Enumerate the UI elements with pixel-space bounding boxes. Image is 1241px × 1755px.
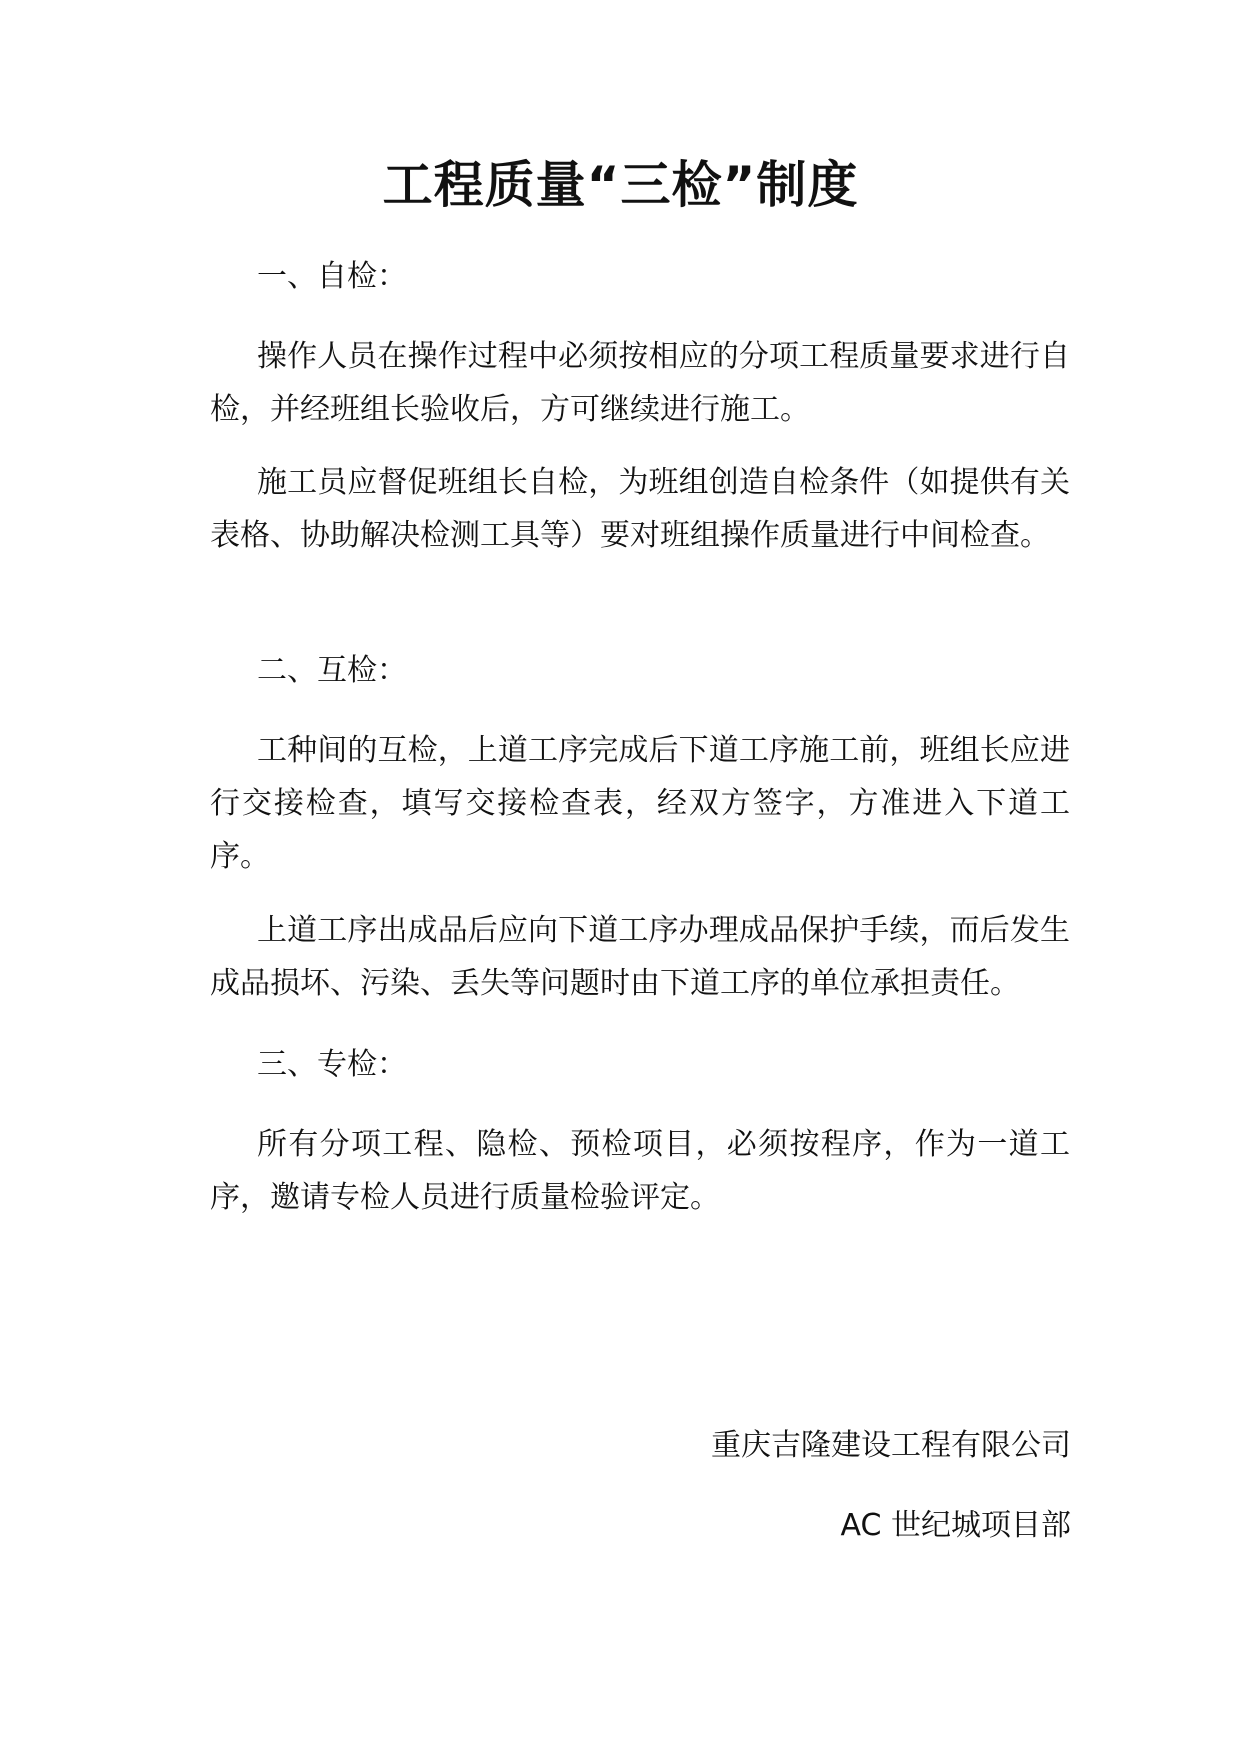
section-heading-mutual-inspection: 二、互检： — [257, 653, 407, 688]
section-heading-self-inspection: 一、自检： — [257, 259, 407, 294]
section-heading-special-inspection: 三、专检： — [257, 1047, 407, 1082]
paragraph-text: 施工员应督促班组长自检，为班组创造自检条件（如提供有关表格、协助解决检测工具等）要对班组操作质量进行中间检查。 — [210, 465, 1070, 553]
section-3-paragraph-1 — [210, 1118, 1070, 1224]
paragraph-text: 操作人员在操作过程中必须按相应的分项工程质量要求进行自检，并经班组长验收后，方可继续进行施工。 — [210, 339, 1070, 427]
section-1-paragraph-2 — [210, 456, 1070, 562]
section-1-paragraph-1 — [210, 330, 1070, 436]
signature-company: 重庆吉隆建设工程有限公司 — [711, 1428, 1071, 1463]
section-2-paragraph-1 — [210, 724, 1070, 883]
signature-department: AC 世纪城项目部 — [840, 1508, 1071, 1543]
paragraph-text: 所有分项工程、隐检、预检项目，必须按程序，作为一道工序，邀请专检人员进行质量检验评定。 — [210, 1127, 1070, 1215]
paragraph-text: 上道工序出成品后应向下道工序办理成品保护手续，而后发生成品损坏、污染、丢失等问题时由下道工序的单位承担责任。 — [210, 913, 1070, 1001]
paragraph-text: 工种间的互检，上道工序完成后下道工序施工前，班组长应进行交接检查，填写交接检查表，经双方签字，方准进入下道工序。 — [210, 733, 1070, 874]
document-title: 工程质量“三检”制度 — [382, 156, 859, 214]
section-2-paragraph-2 — [210, 904, 1070, 1010]
